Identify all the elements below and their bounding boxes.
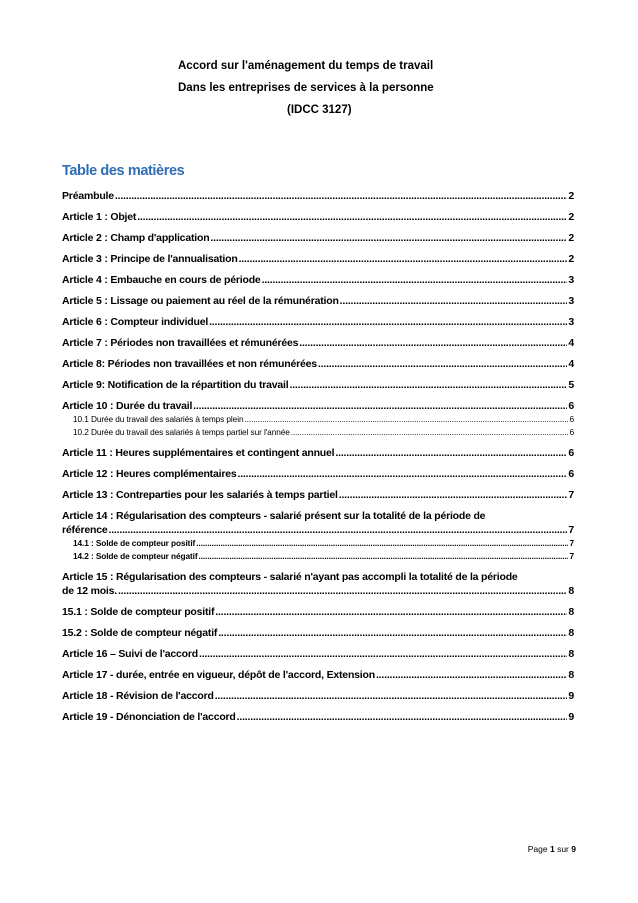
toc-entry-text: 10.1 Durée du travail des salariés à temps plein bbox=[73, 414, 244, 424]
toc-leader bbox=[291, 427, 569, 437]
toc-entry[interactable] bbox=[62, 274, 574, 286]
toc-entry-text: Article 10 : Durée du travail bbox=[62, 400, 193, 412]
toc-entry-text: Article 6 : Compteur individuel bbox=[62, 316, 209, 328]
toc-entry-text: Article 1 : Objet bbox=[62, 211, 137, 223]
toc-entry[interactable] bbox=[62, 627, 574, 639]
toc-subentry[interactable] bbox=[62, 538, 574, 548]
toc-entry-page: 6 bbox=[568, 400, 574, 412]
toc-entry-page: 3 bbox=[568, 274, 574, 286]
toc-entry-text: 15.1 : Solde de compteur positif bbox=[62, 606, 215, 618]
footer-current-page: 1 bbox=[549, 844, 555, 854]
toc-entry-page: 2 bbox=[568, 253, 574, 265]
toc-entry-text: Article 19 - Dénonciation de l'accord bbox=[62, 711, 236, 723]
toc-subentry[interactable] bbox=[62, 414, 574, 424]
toc-entry-page: 6 bbox=[569, 427, 574, 437]
toc-leader bbox=[215, 606, 567, 618]
toc-entry-page: 7 bbox=[569, 538, 574, 548]
toc-entry-text: Article 4 : Embauche en cours de période bbox=[62, 274, 261, 286]
toc-entry[interactable] bbox=[62, 379, 574, 391]
toc-entry-page: 4 bbox=[568, 358, 574, 370]
toc-entry-page: 8 bbox=[568, 585, 574, 597]
toc-entry[interactable] bbox=[62, 711, 574, 723]
toc-entry-text: Article 9: Notification de la répartition du travail bbox=[62, 379, 289, 391]
toc-entry-page: 8 bbox=[568, 669, 574, 681]
title-line-2: Dans les entreprises de services à la personne bbox=[178, 82, 434, 94]
toc-entry[interactable] bbox=[62, 447, 574, 459]
toc-entry-text-line-2: référence bbox=[62, 524, 108, 536]
toc-leader bbox=[339, 489, 568, 501]
toc-leader bbox=[137, 211, 567, 223]
toc-entry-page: 5 bbox=[568, 379, 574, 391]
toc-entry-text: Article 2 : Champ d'application bbox=[62, 232, 210, 244]
footer-total-pages: 9 bbox=[571, 844, 576, 854]
toc-leader bbox=[108, 524, 567, 536]
toc-entry[interactable] bbox=[62, 648, 574, 660]
toc-entry-page: 9 bbox=[568, 711, 574, 723]
toc-entry[interactable] bbox=[62, 400, 574, 412]
toc-entry-text: Article 17 - durée, entrée en vigueur, dépôt de l'accord, Extension bbox=[62, 669, 375, 681]
toc-leader bbox=[199, 648, 567, 660]
toc-title: Table des matières bbox=[62, 163, 185, 179]
toc-entry[interactable] bbox=[62, 232, 574, 244]
toc-leader bbox=[193, 400, 567, 412]
toc-subentry[interactable] bbox=[62, 427, 574, 437]
toc-leader bbox=[299, 337, 567, 349]
toc-leader bbox=[215, 690, 568, 702]
toc-entry[interactable] bbox=[62, 571, 574, 597]
toc-entry-text: Article 16 – Suivi de l'accord bbox=[62, 648, 198, 660]
toc-entry-text: 14.2 : Solde de compteur négatif bbox=[73, 551, 198, 561]
title-line-3: (IDCC 3127) bbox=[287, 104, 352, 116]
toc-entry-page: 3 bbox=[568, 295, 574, 307]
toc-entry-page: 6 bbox=[568, 468, 574, 480]
toc-entry-page: 8 bbox=[568, 627, 574, 639]
toc-entry[interactable] bbox=[62, 468, 574, 480]
toc-entry-page: 2 bbox=[568, 232, 574, 244]
toc-entry-page: 7 bbox=[568, 489, 574, 501]
toc-entry-text: Article 3 : Principe de l'annualisation bbox=[62, 253, 238, 265]
toc-entry-text-line-1: Article 14 : Régularisation des compteurs - salarié présent sur la totalité de la période de bbox=[62, 510, 486, 522]
toc-leader bbox=[209, 316, 567, 328]
toc-entry-page: 9 bbox=[568, 690, 574, 702]
toc-leader bbox=[244, 414, 568, 424]
toc-subentry[interactable] bbox=[62, 551, 574, 561]
toc-entry-page: 2 bbox=[568, 211, 574, 223]
toc-leader bbox=[376, 669, 567, 681]
toc-entry[interactable] bbox=[62, 358, 574, 370]
toc-entry-text: Article 13 : Contreparties pour les salariés à temps partiel bbox=[62, 489, 338, 501]
toc-leader bbox=[239, 253, 568, 265]
toc-entry-text: Article 8: Périodes non travaillées et non rémunérées bbox=[62, 358, 317, 370]
toc-entry-text: 10.2 Durée du travail des salariés à temps partiel sur l'année bbox=[73, 427, 290, 437]
title-line-1: Accord sur l'aménagement du temps de travail bbox=[178, 60, 434, 72]
toc-leader bbox=[335, 447, 567, 459]
toc-entry[interactable] bbox=[62, 337, 574, 349]
toc-leader bbox=[118, 585, 567, 597]
toc-entry-page: 2 bbox=[568, 190, 574, 202]
toc-entry[interactable] bbox=[62, 690, 574, 702]
toc-entry-page: 6 bbox=[568, 447, 574, 459]
toc-leader bbox=[340, 295, 568, 307]
toc-entry-page: 6 bbox=[569, 414, 574, 424]
toc-leader bbox=[262, 274, 568, 286]
toc-entry-text: Article 11 : Heures supplémentaires et contingent annuel bbox=[62, 447, 335, 459]
toc-entry-text: Article 5 : Lissage ou paiement au réel de la rémunération bbox=[62, 295, 339, 307]
toc-entry[interactable] bbox=[62, 211, 574, 223]
toc-entry-text-line-2: de 12 mois. bbox=[62, 585, 117, 597]
toc-entries bbox=[62, 188, 574, 723]
toc-leader bbox=[210, 232, 567, 244]
toc-entry[interactable] bbox=[62, 295, 574, 307]
toc-entry[interactable] bbox=[62, 669, 574, 681]
toc-entry-text: 14.1 : Solde de compteur positif bbox=[73, 538, 196, 548]
toc-entry[interactable] bbox=[62, 316, 574, 328]
footer-sur-word: sur bbox=[557, 844, 569, 854]
toc-entry-text-line-1: Article 15 : Régularisation des compteurs - salarié n'ayant pas accompli la totalité de la période bbox=[62, 571, 518, 583]
footer-page-word: Page bbox=[527, 844, 548, 854]
toc-leader bbox=[318, 358, 567, 370]
toc-leader bbox=[218, 627, 567, 639]
toc-entry-page: 7 bbox=[569, 551, 574, 561]
toc-entry[interactable] bbox=[62, 606, 574, 618]
page-footer bbox=[528, 844, 576, 854]
toc-entry[interactable] bbox=[62, 190, 574, 202]
toc-entry-page: 8 bbox=[568, 648, 574, 660]
toc-entry-page: 4 bbox=[568, 337, 574, 349]
toc-leader bbox=[196, 538, 568, 548]
toc-leader bbox=[199, 551, 569, 561]
toc-leader bbox=[115, 190, 567, 202]
toc-entry-text: 15.2 : Solde de compteur négatif bbox=[62, 627, 218, 639]
toc-entry[interactable] bbox=[62, 253, 574, 265]
toc-leader bbox=[237, 711, 568, 723]
toc-entry-page: 3 bbox=[568, 316, 574, 328]
toc-entry-page: 7 bbox=[568, 524, 574, 536]
toc-entry-page: 8 bbox=[568, 606, 574, 618]
toc-entry-text: Article 7 : Périodes non travaillées et rémunérées bbox=[62, 337, 299, 349]
toc-leader bbox=[238, 468, 568, 480]
toc-entry-text: Préambule bbox=[62, 190, 114, 202]
toc-leader bbox=[289, 379, 567, 391]
toc-entry-text: Article 18 - Révision de l'accord bbox=[62, 690, 214, 702]
toc-entry[interactable] bbox=[62, 489, 574, 501]
toc-entry[interactable] bbox=[62, 510, 574, 536]
toc-entry-text: Article 12 : Heures complémentaires bbox=[62, 468, 237, 480]
